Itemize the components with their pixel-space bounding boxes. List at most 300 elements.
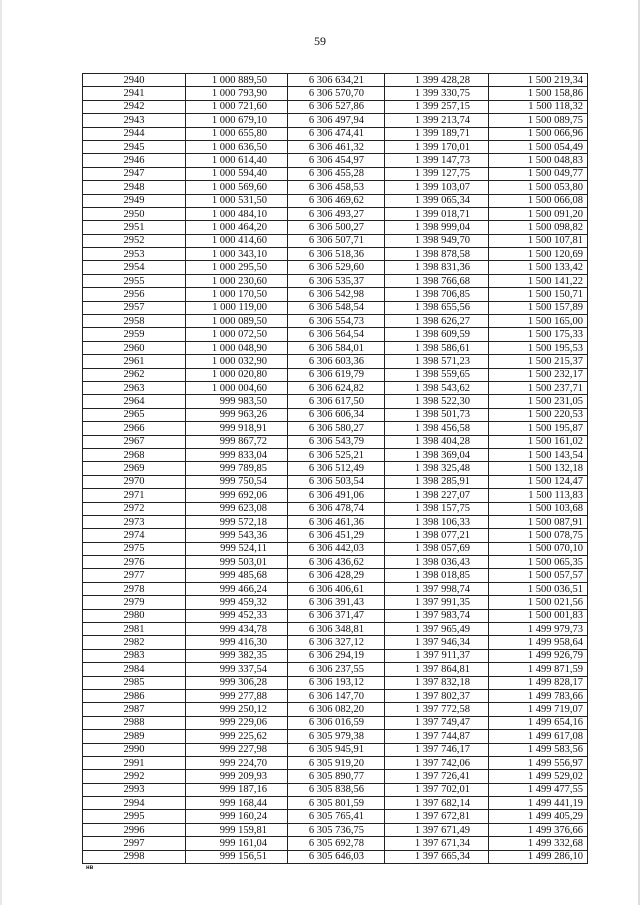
point-number-cell: 2959 [83,328,186,341]
y2-coordinate-cell: 1 500 161,02 [489,435,588,448]
y-coordinate-cell: 6 306 580,27 [288,422,385,435]
x-coordinate-cell: 1 000 569,60 [186,181,288,194]
y2-coordinate-cell: 1 500 036,51 [489,582,588,595]
x-coordinate-cell: 1 000 464,20 [186,221,288,234]
point-number-cell: 2940 [83,74,186,87]
x2-coordinate-cell: 1 397 742,06 [385,756,489,769]
point-number-cell: 2982 [83,636,186,649]
x-coordinate-cell: 1 000 655,80 [186,127,288,140]
table-row [83,341,588,354]
point-number-cell: 2969 [83,462,186,475]
y2-coordinate-cell: 1 500 165,00 [489,315,588,328]
x-coordinate-cell: 999 416,30 [186,636,288,649]
table-row [83,756,588,769]
point-number-cell: 2987 [83,703,186,716]
y-coordinate-cell: 6 306 512,49 [288,462,385,475]
y-coordinate-cell: 6 306 451,29 [288,529,385,542]
point-number-cell: 2996 [83,823,186,836]
y-coordinate-cell: 6 306 634,21 [288,74,385,87]
point-number-cell: 2942 [83,100,186,113]
y2-coordinate-cell: 1 500 049,77 [489,167,588,180]
y2-coordinate-cell: 1 499 441,19 [489,797,588,810]
y-coordinate-cell: 6 306 603,36 [288,355,385,368]
footer-mark: нв [86,865,94,871]
y-coordinate-cell: 6 306 543,79 [288,435,385,448]
x-coordinate-cell: 1 000 089,50 [186,315,288,328]
table-row [83,315,588,328]
y2-coordinate-cell: 1 500 195,87 [489,422,588,435]
x-coordinate-cell: 999 503,01 [186,556,288,569]
y-coordinate-cell: 6 306 193,12 [288,676,385,689]
y-coordinate-cell: 6 305 838,56 [288,783,385,796]
x2-coordinate-cell: 1 399 147,73 [385,154,489,167]
x-coordinate-cell: 1 000 484,10 [186,207,288,220]
x-coordinate-cell: 999 187,16 [186,783,288,796]
point-number-cell: 2971 [83,489,186,502]
y2-coordinate-cell: 1 500 231,05 [489,395,588,408]
y2-coordinate-cell: 1 500 065,35 [489,556,588,569]
point-number-cell: 2984 [83,663,186,676]
x2-coordinate-cell: 1 398 878,58 [385,248,489,261]
x2-coordinate-cell: 1 399 189,71 [385,127,489,140]
coordinates-table-body [83,74,588,864]
point-number-cell: 2950 [83,207,186,220]
x-coordinate-cell: 999 224,70 [186,756,288,769]
table-row [83,301,588,314]
x-coordinate-cell: 999 227,98 [186,743,288,756]
point-number-cell: 2954 [83,261,186,274]
y2-coordinate-cell: 1 499 556,97 [489,756,588,769]
point-number-cell: 2977 [83,569,186,582]
y-coordinate-cell: 6 306 147,70 [288,689,385,702]
point-number-cell: 2963 [83,381,186,394]
x-coordinate-cell: 999 459,32 [186,596,288,609]
x2-coordinate-cell: 1 397 772,58 [385,703,489,716]
y2-coordinate-cell: 1 499 654,16 [489,716,588,729]
x-coordinate-cell: 999 623,08 [186,502,288,515]
point-number-cell: 2989 [83,730,186,743]
point-number-cell: 2991 [83,756,186,769]
y-coordinate-cell: 6 305 919,20 [288,756,385,769]
y-coordinate-cell: 6 306 518,36 [288,248,385,261]
point-number-cell: 2988 [83,716,186,729]
x-coordinate-cell: 999 161,04 [186,837,288,850]
x-coordinate-cell: 999 229,06 [186,716,288,729]
table-row [83,783,588,796]
y2-coordinate-cell: 1 500 078,75 [489,529,588,542]
table-row [83,743,588,756]
y2-coordinate-cell: 1 499 286,10 [489,850,588,863]
y2-coordinate-cell: 1 500 150,71 [489,288,588,301]
page-number: 59 [314,34,326,48]
x-coordinate-cell: 999 867,72 [186,435,288,448]
table-row [83,542,588,555]
point-number-cell: 2975 [83,542,186,555]
y-coordinate-cell: 6 306 082,20 [288,703,385,716]
x2-coordinate-cell: 1 399 065,34 [385,194,489,207]
x-coordinate-cell: 999 963,26 [186,408,288,421]
point-number-cell: 2941 [83,87,186,100]
y2-coordinate-cell: 1 499 871,59 [489,663,588,676]
y-coordinate-cell: 6 306 507,71 [288,234,385,247]
y2-coordinate-cell: 1 500 157,89 [489,301,588,314]
point-number-cell: 2948 [83,181,186,194]
y2-coordinate-cell: 1 500 107,81 [489,234,588,247]
x2-coordinate-cell: 1 399 127,75 [385,167,489,180]
y2-coordinate-cell: 1 500 219,34 [489,74,588,87]
x2-coordinate-cell: 1 398 999,04 [385,221,489,234]
x-coordinate-cell: 999 209,93 [186,770,288,783]
x2-coordinate-cell: 1 397 965,49 [385,623,489,636]
y2-coordinate-cell: 1 499 783,66 [489,689,588,702]
x2-coordinate-cell: 1 398 766,68 [385,274,489,287]
table-row [83,663,588,676]
table-row [83,556,588,569]
table-row [83,395,588,408]
x-coordinate-cell: 999 789,85 [186,462,288,475]
y-coordinate-cell: 6 306 493,27 [288,207,385,220]
y-coordinate-cell: 6 306 348,81 [288,623,385,636]
x-coordinate-cell: 1 000 119,00 [186,301,288,314]
x2-coordinate-cell: 1 398 543,62 [385,381,489,394]
table-row [83,649,588,662]
x-coordinate-cell: 999 337,54 [186,663,288,676]
point-number-cell: 2974 [83,529,186,542]
y2-coordinate-cell: 1 500 220,53 [489,408,588,421]
y2-coordinate-cell: 1 499 828,17 [489,676,588,689]
table-row [83,850,588,863]
x-coordinate-cell: 1 000 679,10 [186,114,288,127]
point-number-cell: 2955 [83,274,186,287]
table-row [83,596,588,609]
x2-coordinate-cell: 1 398 077,21 [385,529,489,542]
x2-coordinate-cell: 1 398 522,30 [385,395,489,408]
y2-coordinate-cell: 1 500 057,57 [489,569,588,582]
x-coordinate-cell: 999 159,81 [186,823,288,836]
table-row [83,207,588,220]
x2-coordinate-cell: 1 398 559,65 [385,368,489,381]
y2-coordinate-cell: 1 499 958,64 [489,636,588,649]
point-number-cell: 2945 [83,140,186,153]
table-row [83,435,588,448]
y-coordinate-cell: 6 305 765,41 [288,810,385,823]
table-row [83,328,588,341]
point-number-cell: 2944 [83,127,186,140]
point-number-cell: 2986 [83,689,186,702]
y-coordinate-cell: 6 306 584,01 [288,341,385,354]
y2-coordinate-cell: 1 500 001,83 [489,609,588,622]
y2-coordinate-cell: 1 500 141,22 [489,274,588,287]
x-coordinate-cell: 1 000 721,60 [186,100,288,113]
x2-coordinate-cell: 1 398 369,04 [385,448,489,461]
x2-coordinate-cell: 1 397 702,01 [385,783,489,796]
y2-coordinate-cell: 1 500 175,33 [489,328,588,341]
point-number-cell: 2970 [83,475,186,488]
x2-coordinate-cell: 1 397 991,35 [385,596,489,609]
point-number-cell: 2997 [83,837,186,850]
x-coordinate-cell: 1 000 414,60 [186,234,288,247]
y-coordinate-cell: 6 306 016,59 [288,716,385,729]
page-left-edge [0,0,2,905]
table-row [83,100,588,113]
x-coordinate-cell: 999 750,54 [186,475,288,488]
point-number-cell: 2966 [83,422,186,435]
point-number-cell: 2976 [83,556,186,569]
x2-coordinate-cell: 1 398 949,70 [385,234,489,247]
x2-coordinate-cell: 1 399 018,71 [385,207,489,220]
y2-coordinate-cell: 1 500 195,53 [489,341,588,354]
x2-coordinate-cell: 1 398 325,48 [385,462,489,475]
y-coordinate-cell: 6 305 646,03 [288,850,385,863]
table-row [83,194,588,207]
table-row [83,462,588,475]
y-coordinate-cell: 6 306 406,61 [288,582,385,595]
x2-coordinate-cell: 1 397 998,74 [385,582,489,595]
y-coordinate-cell: 6 306 474,41 [288,127,385,140]
y-coordinate-cell: 6 306 436,62 [288,556,385,569]
point-number-cell: 2957 [83,301,186,314]
y-coordinate-cell: 6 305 801,59 [288,797,385,810]
point-number-cell: 2981 [83,623,186,636]
x2-coordinate-cell: 1 399 170,01 [385,140,489,153]
point-number-cell: 2967 [83,435,186,448]
y-coordinate-cell: 6 306 570,70 [288,87,385,100]
y-coordinate-cell: 6 306 619,79 [288,368,385,381]
x2-coordinate-cell: 1 398 501,73 [385,408,489,421]
y-coordinate-cell: 6 306 491,06 [288,489,385,502]
x-coordinate-cell: 1 000 636,50 [186,140,288,153]
point-number-cell: 2958 [83,315,186,328]
x-coordinate-cell: 1 000 793,90 [186,87,288,100]
y2-coordinate-cell: 1 500 132,18 [489,462,588,475]
table-row [83,676,588,689]
x-coordinate-cell: 1 000 032,90 [186,355,288,368]
y2-coordinate-cell: 1 499 529,02 [489,770,588,783]
x-coordinate-cell: 999 250,12 [186,703,288,716]
point-number-cell: 2995 [83,810,186,823]
point-number-cell: 2960 [83,341,186,354]
x2-coordinate-cell: 1 397 911,37 [385,649,489,662]
x2-coordinate-cell: 1 397 726,41 [385,770,489,783]
y-coordinate-cell: 6 306 478,74 [288,502,385,515]
x2-coordinate-cell: 1 398 036,43 [385,556,489,569]
x2-coordinate-cell: 1 397 832,18 [385,676,489,689]
point-number-cell: 2992 [83,770,186,783]
y2-coordinate-cell: 1 500 232,17 [489,368,588,381]
y-coordinate-cell: 6 306 527,86 [288,100,385,113]
table-row [83,274,588,287]
x-coordinate-cell: 1 000 295,50 [186,261,288,274]
x-coordinate-cell: 999 524,11 [186,542,288,555]
x2-coordinate-cell: 1 398 057,69 [385,542,489,555]
y2-coordinate-cell: 1 500 215,37 [489,355,588,368]
y-coordinate-cell: 6 306 469,62 [288,194,385,207]
y-coordinate-cell: 6 305 736,75 [288,823,385,836]
x-coordinate-cell: 999 833,04 [186,448,288,461]
point-number-cell: 2980 [83,609,186,622]
y-coordinate-cell: 6 306 624,82 [288,381,385,394]
y2-coordinate-cell: 1 500 237,71 [489,381,588,394]
point-number-cell: 2949 [83,194,186,207]
point-number-cell: 2953 [83,248,186,261]
x-coordinate-cell: 1 000 020,80 [186,368,288,381]
point-number-cell: 2947 [83,167,186,180]
y2-coordinate-cell: 1 500 066,08 [489,194,588,207]
y2-coordinate-cell: 1 500 048,83 [489,154,588,167]
point-number-cell: 2985 [83,676,186,689]
x2-coordinate-cell: 1 397 802,37 [385,689,489,702]
y2-coordinate-cell: 1 499 719,07 [489,703,588,716]
table-row [83,408,588,421]
y2-coordinate-cell: 1 500 133,42 [489,261,588,274]
x2-coordinate-cell: 1 397 671,49 [385,823,489,836]
y2-coordinate-cell: 1 499 926,79 [489,649,588,662]
y-coordinate-cell: 6 306 327,12 [288,636,385,649]
point-number-cell: 2968 [83,448,186,461]
y2-coordinate-cell: 1 500 070,10 [489,542,588,555]
y2-coordinate-cell: 1 500 021,56 [489,596,588,609]
point-number-cell: 2946 [83,154,186,167]
y-coordinate-cell: 6 306 554,73 [288,315,385,328]
x2-coordinate-cell: 1 397 746,17 [385,743,489,756]
table-row [83,703,588,716]
table-row [83,248,588,261]
x-coordinate-cell: 999 168,44 [186,797,288,810]
table-row [83,114,588,127]
table-row [83,582,588,595]
table-row [83,797,588,810]
y2-coordinate-cell: 1 499 477,55 [489,783,588,796]
x-coordinate-cell: 999 277,88 [186,689,288,702]
y2-coordinate-cell: 1 500 143,54 [489,448,588,461]
x2-coordinate-cell: 1 398 831,36 [385,261,489,274]
table-row [83,689,588,702]
table-row [83,730,588,743]
table-row [83,368,588,381]
y2-coordinate-cell: 1 499 617,08 [489,730,588,743]
table-row [83,288,588,301]
table-row [83,475,588,488]
point-number-cell: 2956 [83,288,186,301]
x2-coordinate-cell: 1 397 665,34 [385,850,489,863]
y-coordinate-cell: 6 306 617,50 [288,395,385,408]
x-coordinate-cell: 999 692,06 [186,489,288,502]
point-number-cell: 2973 [83,515,186,528]
y-coordinate-cell: 6 306 525,21 [288,448,385,461]
coordinates-table [82,73,588,864]
y-coordinate-cell: 6 306 428,29 [288,569,385,582]
y-coordinate-cell: 6 306 294,19 [288,649,385,662]
table-row [83,623,588,636]
x2-coordinate-cell: 1 397 983,74 [385,609,489,622]
point-number-cell: 2965 [83,408,186,421]
x2-coordinate-cell: 1 397 864,81 [385,663,489,676]
x2-coordinate-cell: 1 399 428,28 [385,74,489,87]
x-coordinate-cell: 1 000 230,60 [186,274,288,287]
x-coordinate-cell: 1 000 343,10 [186,248,288,261]
x2-coordinate-cell: 1 398 157,75 [385,502,489,515]
y-coordinate-cell: 6 305 945,91 [288,743,385,756]
x-coordinate-cell: 1 000 072,50 [186,328,288,341]
y-coordinate-cell: 6 306 458,53 [288,181,385,194]
table-row [83,515,588,528]
table-row [83,381,588,394]
y-coordinate-cell: 6 306 564,54 [288,328,385,341]
table-row [83,74,588,87]
x-coordinate-cell: 999 466,24 [186,582,288,595]
x-coordinate-cell: 1 000 531,50 [186,194,288,207]
x2-coordinate-cell: 1 397 744,87 [385,730,489,743]
y-coordinate-cell: 6 306 461,36 [288,515,385,528]
y-coordinate-cell: 6 305 890,77 [288,770,385,783]
x2-coordinate-cell: 1 398 706,85 [385,288,489,301]
x-coordinate-cell: 999 918,91 [186,422,288,435]
x2-coordinate-cell: 1 398 655,56 [385,301,489,314]
y-coordinate-cell: 6 306 606,34 [288,408,385,421]
table-row [83,221,588,234]
x-coordinate-cell: 1 000 048,90 [186,341,288,354]
y2-coordinate-cell: 1 500 066,96 [489,127,588,140]
table-row [83,87,588,100]
table-row [83,127,588,140]
table-row [83,810,588,823]
y-coordinate-cell: 6 306 535,37 [288,274,385,287]
y2-coordinate-cell: 1 500 091,20 [489,207,588,220]
point-number-cell: 2983 [83,649,186,662]
x-coordinate-cell: 1 000 004,60 [186,381,288,394]
table-row [83,154,588,167]
table-row [83,181,588,194]
x2-coordinate-cell: 1 398 609,59 [385,328,489,341]
x-coordinate-cell: 1 000 170,50 [186,288,288,301]
y-coordinate-cell: 6 306 461,32 [288,140,385,153]
y-coordinate-cell: 6 306 454,97 [288,154,385,167]
y2-coordinate-cell: 1 500 113,83 [489,489,588,502]
x-coordinate-cell: 999 572,18 [186,515,288,528]
x-coordinate-cell: 999 225,62 [186,730,288,743]
x-coordinate-cell: 999 485,68 [186,569,288,582]
x2-coordinate-cell: 1 398 626,27 [385,315,489,328]
y-coordinate-cell: 6 306 548,54 [288,301,385,314]
y-coordinate-cell: 6 306 500,27 [288,221,385,234]
x2-coordinate-cell: 1 397 749,47 [385,716,489,729]
y2-coordinate-cell: 1 500 053,80 [489,181,588,194]
x-coordinate-cell: 1 000 594,40 [186,167,288,180]
x-coordinate-cell: 999 983,50 [186,395,288,408]
y2-coordinate-cell: 1 499 979,73 [489,623,588,636]
x-coordinate-cell: 999 306,28 [186,676,288,689]
x2-coordinate-cell: 1 399 330,75 [385,87,489,100]
y-coordinate-cell: 6 306 237,55 [288,663,385,676]
x2-coordinate-cell: 1 398 285,91 [385,475,489,488]
x2-coordinate-cell: 1 398 571,23 [385,355,489,368]
point-number-cell: 2994 [83,797,186,810]
x-coordinate-cell: 1 000 614,40 [186,154,288,167]
x2-coordinate-cell: 1 397 946,34 [385,636,489,649]
x2-coordinate-cell: 1 398 456,58 [385,422,489,435]
point-number-cell: 2990 [83,743,186,756]
point-number-cell: 2951 [83,221,186,234]
table-row [83,167,588,180]
point-number-cell: 2952 [83,234,186,247]
table-row [83,716,588,729]
y-coordinate-cell: 6 305 692,78 [288,837,385,850]
x-coordinate-cell: 999 156,51 [186,850,288,863]
table-row [83,448,588,461]
point-number-cell: 2979 [83,596,186,609]
point-number-cell: 2961 [83,355,186,368]
y-coordinate-cell: 6 306 391,43 [288,596,385,609]
